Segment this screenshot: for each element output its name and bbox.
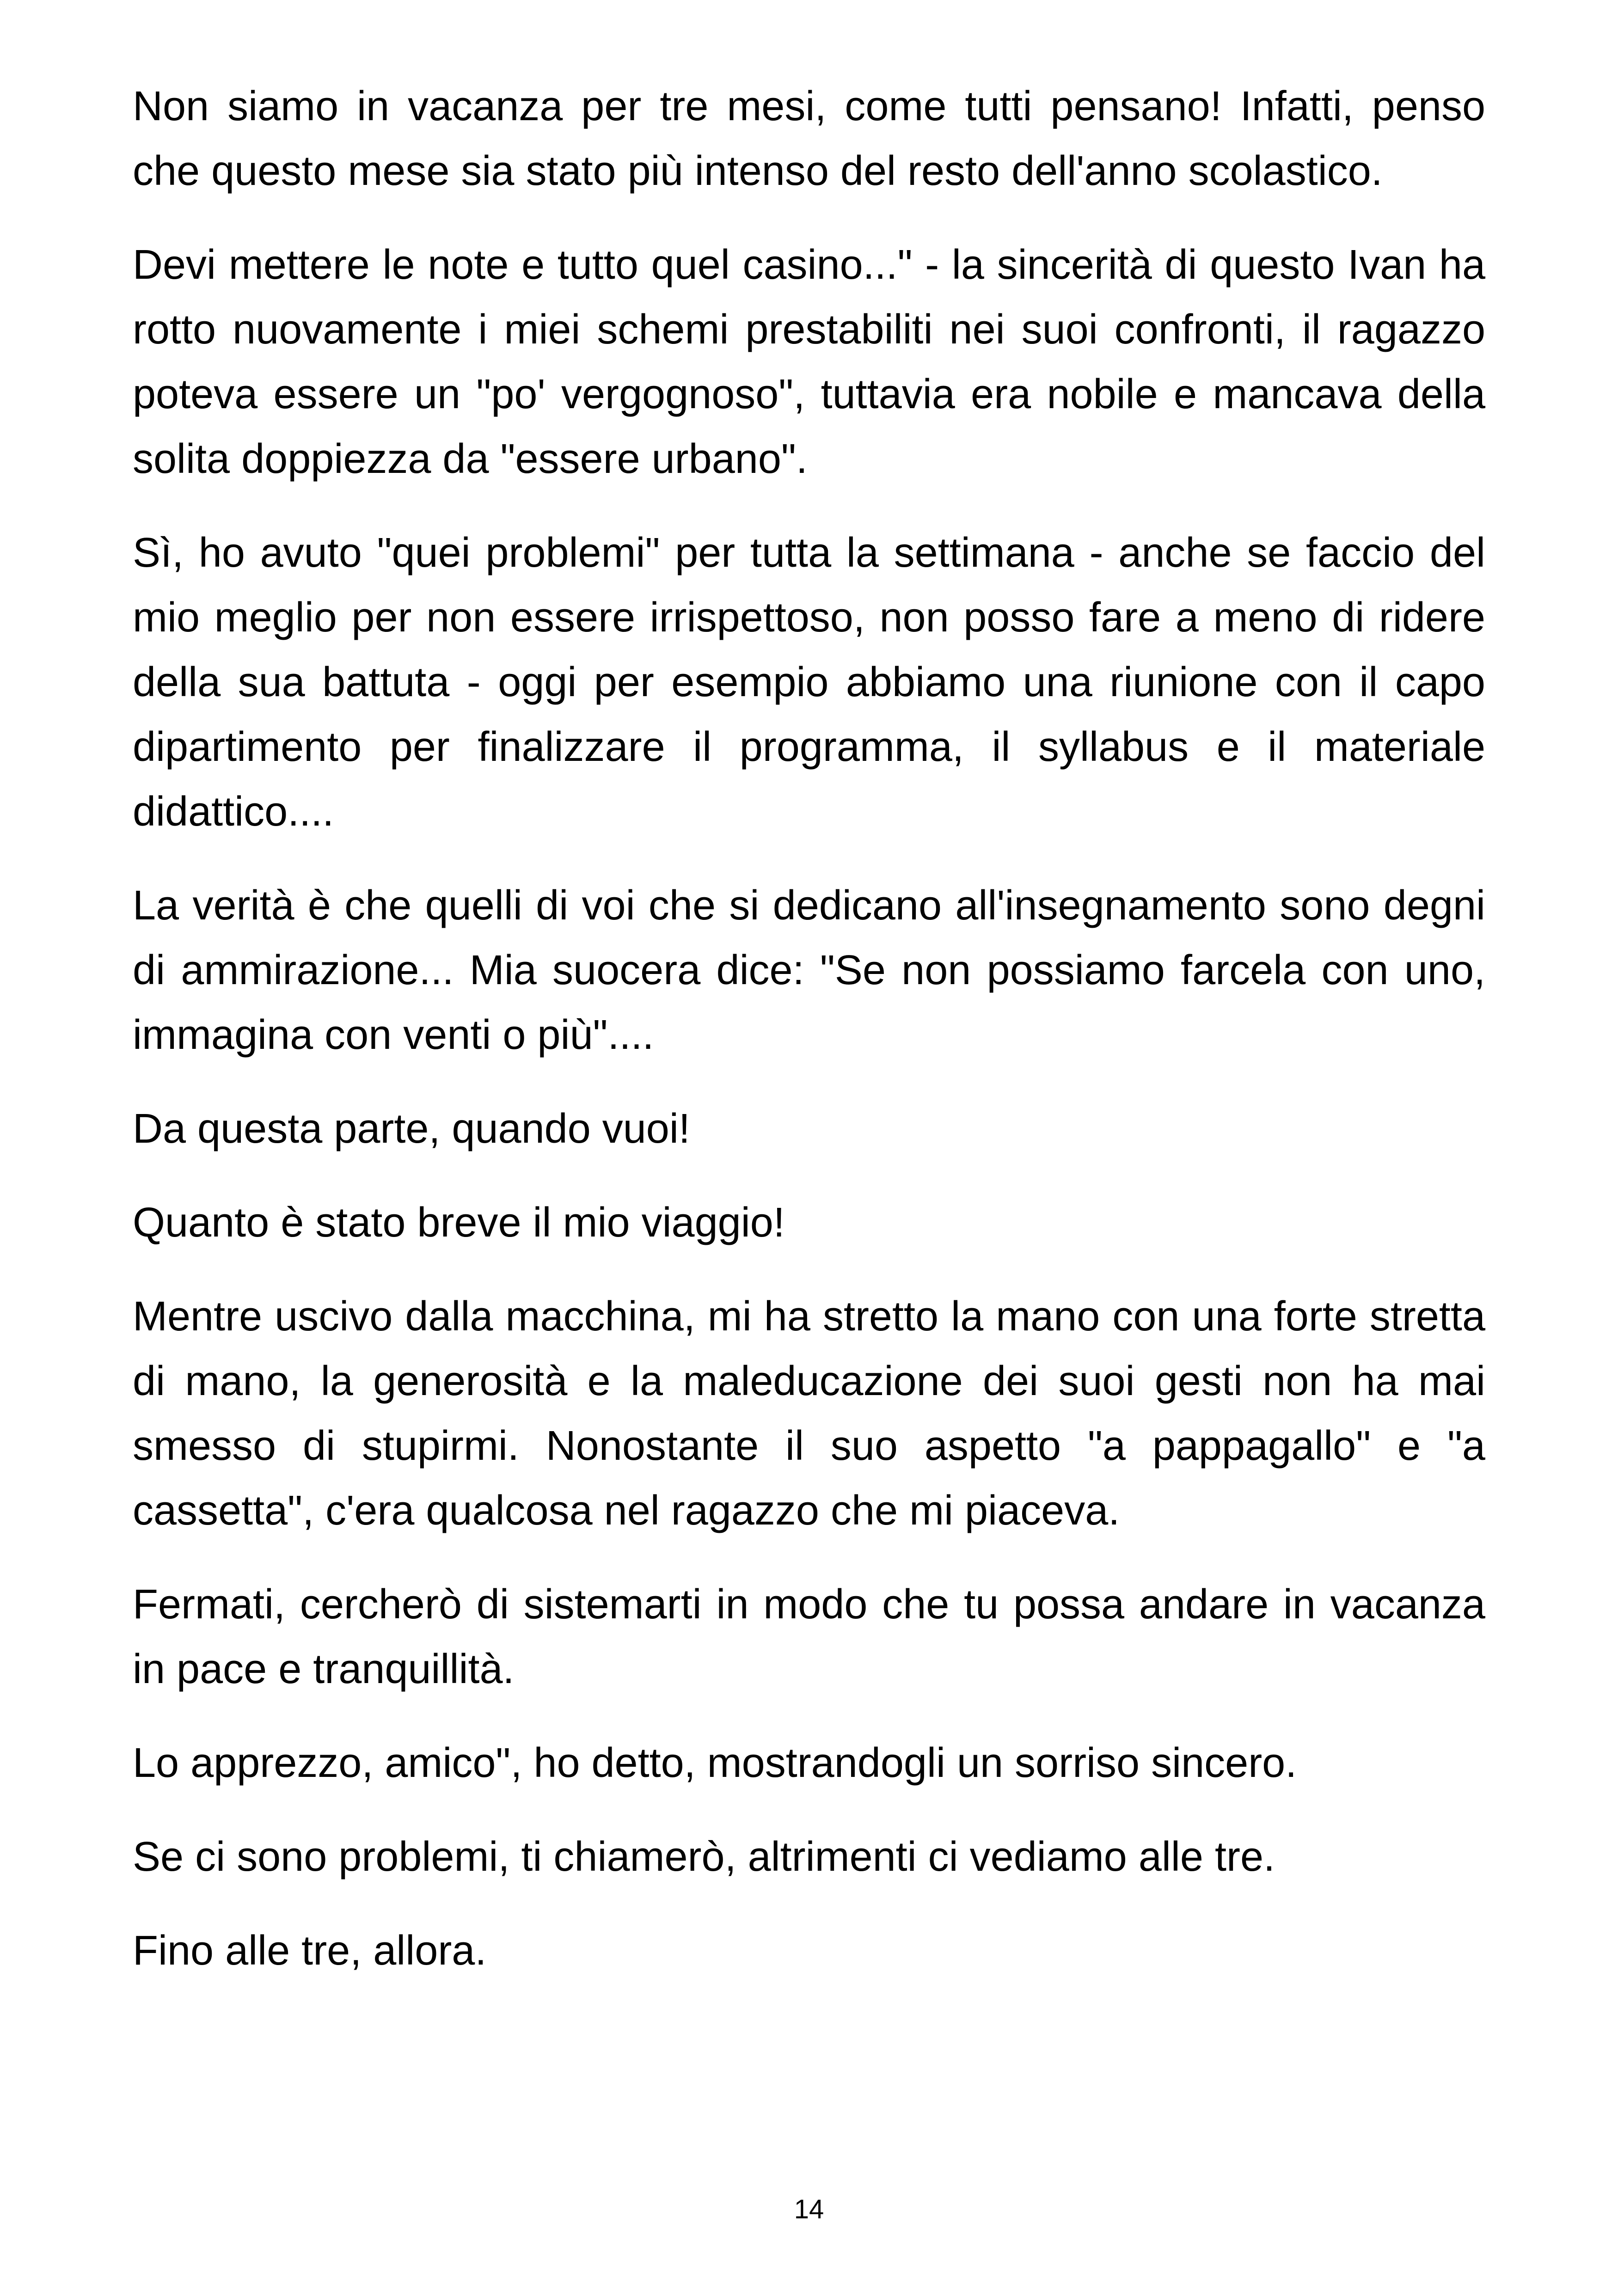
paragraph: Fino alle tre, allora. xyxy=(133,1928,487,1974)
paragraph: Se ci sono problemi, ti chiamerò, altrimenti ci vediamo alle tre. xyxy=(133,1834,1275,1880)
paragraph: Mentre uscivo dalla macchina, mi ha stretto la mano con una forte stretta di mano, la generosità e la maleducazione dei suoi gesti non ha mai smesso di stupirmi. Nonostante il suo aspetto "a pappagallo" e "a cassetta", c'era qualcosa nel ragazzo che mi piaceva. xyxy=(133,1293,1485,1534)
page-number: 14 xyxy=(794,2194,824,2224)
paragraph: Da questa parte, quando vuoi! xyxy=(133,1106,690,1152)
paragraph: Quanto è stato breve il mio viaggio! xyxy=(133,1200,785,1246)
paragraph: Devi mettere le note e tutto quel casino..." - la sincerità di questo Ivan ha rotto nuovamente i miei schemi prestabiliti nei suoi confronti, il ragazzo poteva essere un "po' vergognoso", tuttavia era nobile e mancava della solita doppiezza da "essere urbano". xyxy=(133,242,1485,482)
paragraph: Non siamo in vacanza per tre mesi, come tutti pensano! Infatti, penso che questo mese sia stato più intenso del resto dell'anno scolastico. xyxy=(133,83,1485,194)
paragraph: La verità è che quelli di voi che si dedicano all'insegnamento sono degni di ammirazione... Mia suocera dice: "Se non possiamo farcela con uno, immagina con venti o più".... xyxy=(133,882,1485,1058)
page-body xyxy=(133,74,1485,2012)
paragraph: Fermati, cercherò di sistemarti in modo che tu possa andare in vacanza in pace e tranquillità. xyxy=(133,1581,1485,1692)
paragraph: Sì, ho avuto "quei problemi" per tutta la settimana - anche se faccio del mio meglio per non essere irrispettoso, non posso fare a meno di ridere della sua battuta - oggi per esempio abbiamo una riunione con il capo dipartimento per finalizzare il programma, il syllabus e il materiale didattico.... xyxy=(133,530,1485,835)
paragraph: Lo apprezzo, amico", ho detto, mostrandogli un sorriso sincero. xyxy=(133,1740,1297,1786)
